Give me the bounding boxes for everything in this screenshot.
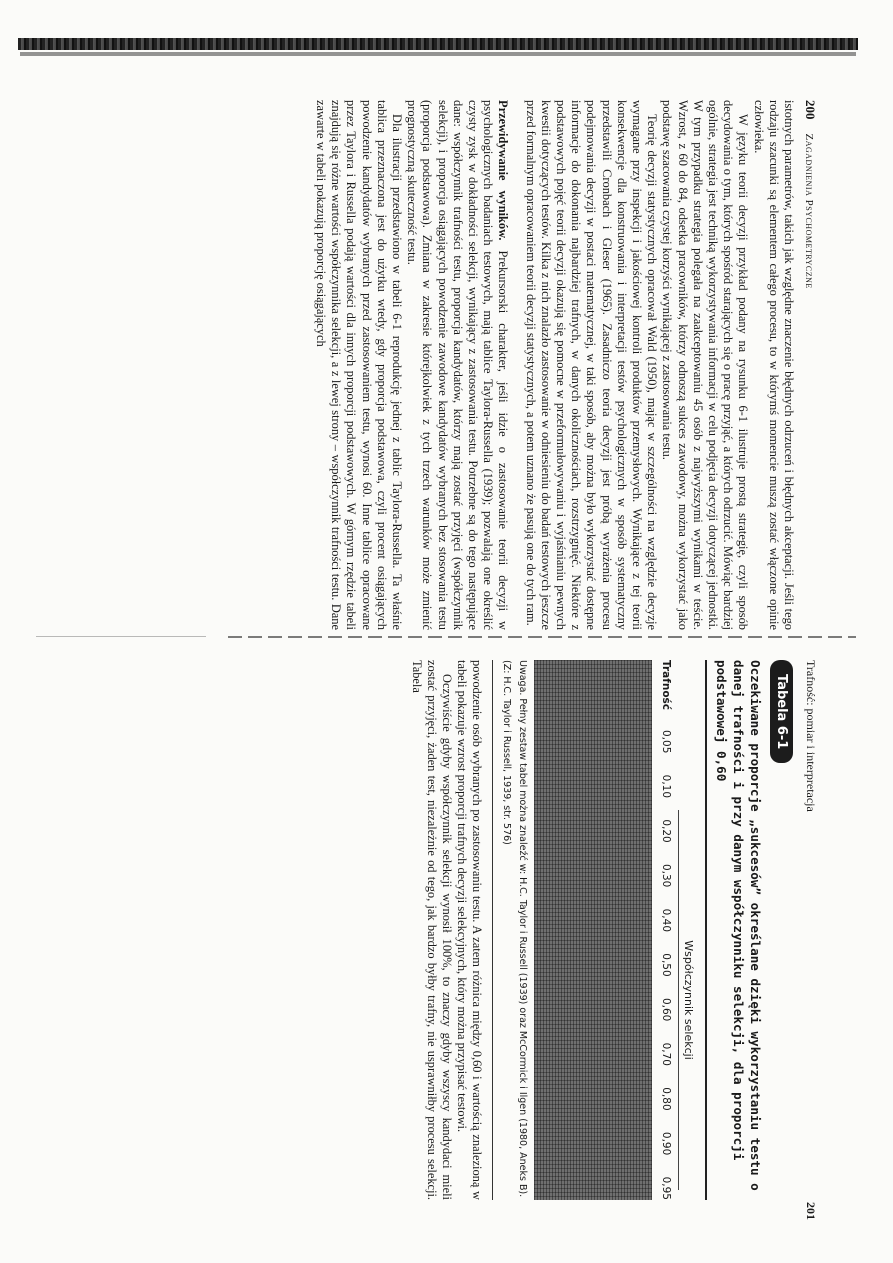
paragraph: W języku teorii decyzji przykład podany na rysunku 6-1 ilustruje prostą strategię, czyli sposób decydowania o tym, których spośród starających się o pracę przyjąć, a których odrzucić. Mówiąc bardziej ogólnie, strategia jest techniką wykorzystywania informacji w celu podjęcia decyzji dotyczącej jednostki. W tym przypadku strategia polegała na zaakceptowaniu 45 osób z najwyższymi wynikami w teście. Wzrost, z 60 do 84, odsetka pracowników, którzy odnoszą sukces zawodowy, można wykorzystać jako podstawę szacowania czystej korzyści wynikającej z zastosowania testu.	[660, 100, 751, 630]
right-page-header	[803, 660, 818, 1220]
page-gutter	[228, 636, 856, 638]
running-title: Trafność: pomiar i interpretacja	[804, 660, 818, 812]
page-gutter-left	[36, 636, 206, 637]
selection-ratio-cell: 0,70	[660, 1042, 672, 1066]
selection-ratio-cell: 0,10	[660, 774, 672, 799]
selection-ratio-cell: 0,40	[660, 908, 672, 933]
paragraph: powodzenie osób wybranych po zastosowaniu testu. A zatem różnica między 0,60 i wartością znalezioną w tabeli pokazuje wzrost proporcji trafnych decyzji selekcyjnych, który można przypisać testowi.	[455, 660, 484, 1200]
table-note: Uwaga. Pełny zestaw tabel można znaleźć w: H.C. Taylor i Russell (1939) oraz McCormick i Ilgen (1980, Aneks B).	[517, 660, 528, 1198]
paragraph: Dla ilustracji przedstawiono w tabeli 6-1 reprodukcję jednej z tablic Taylora-Russella. Ta właśnie tablica przeznaczona jest do użytku wtedy, gdy proporcja podstawowa, czyli procent osiągających powodzenie kandydatów wybranych przed zastosowaniem testu, wynosi 60. Inne tablice opracowane przez Taylora i Russella podają wartości dla innych proporcji podstawowych. W górnym rzędzie tabeli znajdują się różne wartości współczynnika selekcji, a z lewej strony – współczynnik trafności testu. Dane zawarte w tabeli pokazują proporcję osiągających	[313, 100, 404, 630]
scan-edge-top	[18, 38, 858, 50]
table-title: Oczekiwane proporcje „sukcesów” określane dzięki wykorzystaniu testu o danej trafności i przy danym współczynniku selekcji, dla proporcji podstawowej 0,60	[705, 660, 764, 1200]
page-number: 201	[804, 1202, 818, 1220]
page-number: 200	[803, 100, 818, 120]
scan-edge-shadow	[20, 52, 856, 56]
table-header-row	[660, 660, 672, 1220]
table-column-group: Współczynnik selekcji	[678, 810, 695, 1190]
selection-ratio-cell: 0,95	[660, 1176, 672, 1200]
selection-ratio-cell: 0,90	[660, 1131, 672, 1156]
table-body-illegible	[534, 660, 652, 1200]
paragraph: Oczywiście gdyby współczynnik selekcji wynosił 100%, to znaczy gdyby wszyscy kandydaci mieli zostać przyjęci, żaden test, niezależnie od tego, jak bardzo byłby trafny, nie usprawniłby procesu selekcji. Tabela	[410, 660, 454, 1200]
running-title: Zagadnienia Psychometryczne	[803, 133, 815, 289]
table-badge: Tabela 6-1	[770, 660, 793, 763]
selection-ratio-cell: 0,20	[660, 819, 672, 843]
left-page-header	[802, 100, 818, 630]
table-source: (Z: H.C. Taylor i Russell, 1939, str. 576)	[492, 660, 512, 1200]
selection-ratio-cell: 0,60	[660, 997, 672, 1022]
left-page	[313, 100, 818, 630]
right-body-text	[409, 660, 484, 1200]
section-heading: Przewidywanie wyników.	[496, 100, 511, 241]
paragraph: istotnych parametrów, takich jak względne znaczenie błędnych odrzuceń i błędnych akceptacji. Jeśli tego rodzaju szacunki są elementem całego procesu, to w którymś momencie muszą zostać włączone opinie człowieka.	[751, 100, 796, 630]
row-label: Trafność	[660, 660, 672, 711]
selection-ratio-cells	[660, 730, 672, 1200]
section-text: Prekursorski charakter, jeśli idzie o zastosowanie teorii decyzji w psychologicznych badaniach testowych, mają tablice Taylora-Russella (1939); pozwalają one określić czysty zysk w dokładności selekcji, wynikający z zastosowania testu. Potrzebne są do tego następujące dane: współczynnik trafności testu, proporcja kandydatów, którzy mają zostać przyjęci (współczynnik selekcji), i proporcja osiągających powodzenie zawodowe kandydatów wybranych bez stosowania testu (proporcja podstawowa). Zmiana w zakresie którejkolwiek z tych trzech warunków może zmienić prognostyczną skuteczność testu.	[405, 100, 511, 630]
section-paragraph	[404, 100, 510, 630]
right-page	[409, 660, 818, 1220]
selection-ratio-cell: 0,30	[660, 863, 672, 888]
selection-ratio-cell: 0,50	[660, 953, 672, 977]
left-body-text	[313, 100, 796, 630]
paragraph: Teorię decyzji statystycznych opracował Wald (1950), mając w szczególności na względzie decyzje wymagane przy inspekcji i jakościowej kontroli produktów przemysłowych. Wynikające z tej teorii konsekwencje dla konstruowania i interpretacji testów psychologicznych w sposób systematyczny przedstawili Cronbach i Gleser (1965). Zasadniczo teoria decyzji jest próbą wyrażenia procesu podejmowania decyzji w postaci matematycznej, w taki sposób, aby można było wykorzystać dostępne informacje do dokonania najbardziej trafnych, w danych okolicznościach, rozstrzygnięć. Niektóre z podstawowych pojęć teorii decyzji okazują się pomocne w przeformułowywaniu i wyjaśnianiu pewnych kwestii dotyczących testów. Kilka z nich znalazło zastosowanie w odniesieniu do badań testowych jeszcze przed formalnym opracowaniem teorii decyzji statystycznych, a potem uznano że pasują one do tych ram.	[523, 100, 660, 630]
selection-ratio-cell: 0,05	[660, 730, 672, 754]
selection-ratio-cell: 0,80	[660, 1087, 672, 1111]
